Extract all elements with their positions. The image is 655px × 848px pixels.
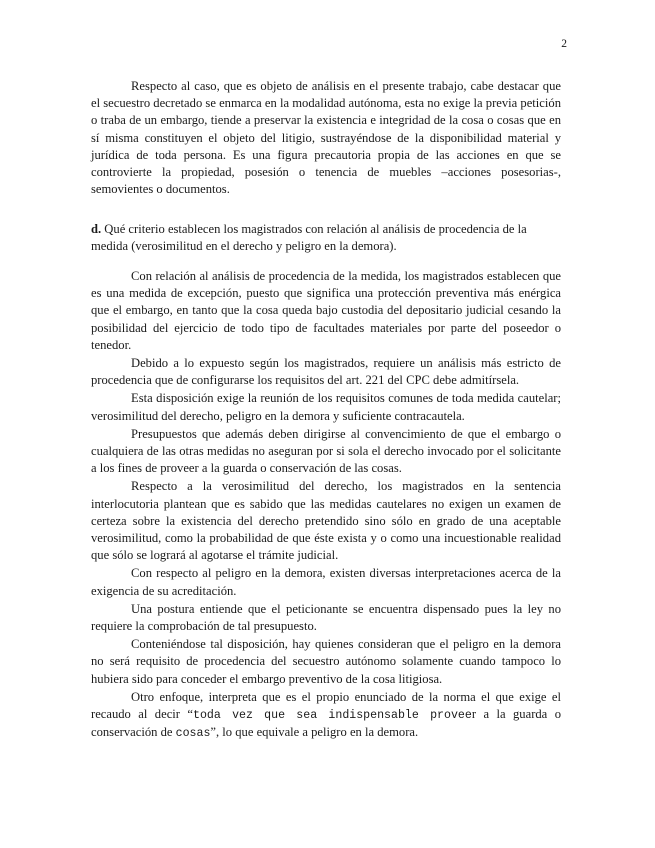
page-number: 2 (561, 38, 567, 50)
paragraph: Presupuestos que además deben dirigirse al convencimiento de que el embargo o cualquiera de las otras medidas no aseguran por si sola el derecho invocado por el solicitante a los fines de proveer a la guarda o conservación de las cosas. (91, 426, 561, 476)
body-block (91, 268, 561, 742)
paragraph: Conteniéndose tal disposición, hay quienes consideran que el peligro en la demora no será requisito de procedencia del secuestro autónomo solamente cuando tampoco lo hubiera sido para conceder el embargo preventivo de la cosa litigiosa. (91, 637, 561, 686)
quoted-norm: toda vez que sea indispensable provee (193, 709, 472, 723)
paragraph-last (91, 689, 561, 743)
quoted-word: cosas (175, 727, 211, 741)
text-run: r a la guarda o conservación de (91, 707, 561, 740)
paragraph: Con relación al análisis de procedencia de la medida, los magistrados establecen que es una medida de excepción, puesto que significa una protección preventiva más enérgica que el embargo, en tanto que la cosa queda bajo custodia del depositario judicial cesando la posibilidad del ejercicio de todo tipo de facultades materiales por parte del poseedor o tenedor. (91, 269, 561, 352)
paragraph: Respecto a la verosimilitud del derecho, los magistrados en la sentencia interlocutoria plantean que es sabido que las medidas cautelares no exigen un examen de certeza sobre la existencia del derecho pretendido sino sólo en grado de una aceptable verosimilitud, como la probabilidad de que éste exista y o como una incuestionable realidad que sólo se logrará al agotarse el trámite judicial. (91, 479, 561, 563)
text-run: ”, lo que equivale a peligro en la demora. (210, 725, 419, 740)
paragraph: Respecto al caso, que es objeto de análisis en el presente trabajo, cabe destacar que el secuestro decretado se enmarca en la modalidad autónoma, esta no exige la previa petición o traba de un embargo, tiende a preservar la existencia e integridad de la cosa o cosas que en sí misma constituyen el objeto del litigio, sustrayéndose de la disponibilidad material y jurídica de toda persona. Es una figura precautoria propia de las acciones en que se controvierte la propiedad, posesión o tenencia de muebles –acciones posesorias-, semovientes o documentos. (91, 79, 561, 197)
section-marker: d. (91, 222, 102, 236)
section-question: Qué criterio establecen los magistrados con relación al análisis de procedencia de la medida (verosimilitud en el derecho y peligro en la demora). (91, 222, 527, 254)
paragraph: Una postura entiende que el peticionante se encuentra dispensado pues la ley no requiere la comprobación de tal presupuesto. (91, 601, 561, 634)
paragraph: Con respecto al peligro en la demora, existen diversas interpretaciones acerca de la exigencia de su acreditación. (91, 566, 561, 598)
paragraph: Esta disposición exige la reunión de los requisitos comunes de toda medida cautelar; verosimilitud del derecho, peligro en la demora y suficiente contracautela. (91, 391, 561, 423)
text-run: Otro enfoque, interpreta que es el propio enunciado de la norma el que exige el recaudo al decir “ (91, 689, 561, 722)
section-heading (91, 221, 561, 256)
intro-block (91, 78, 561, 198)
paragraph: Debido a lo expuesto según los magistrados, requiere un análisis más estricto de procedencia que de configurarse los requisitos del art. 221 del CPC debe admitírsela. (91, 356, 561, 388)
